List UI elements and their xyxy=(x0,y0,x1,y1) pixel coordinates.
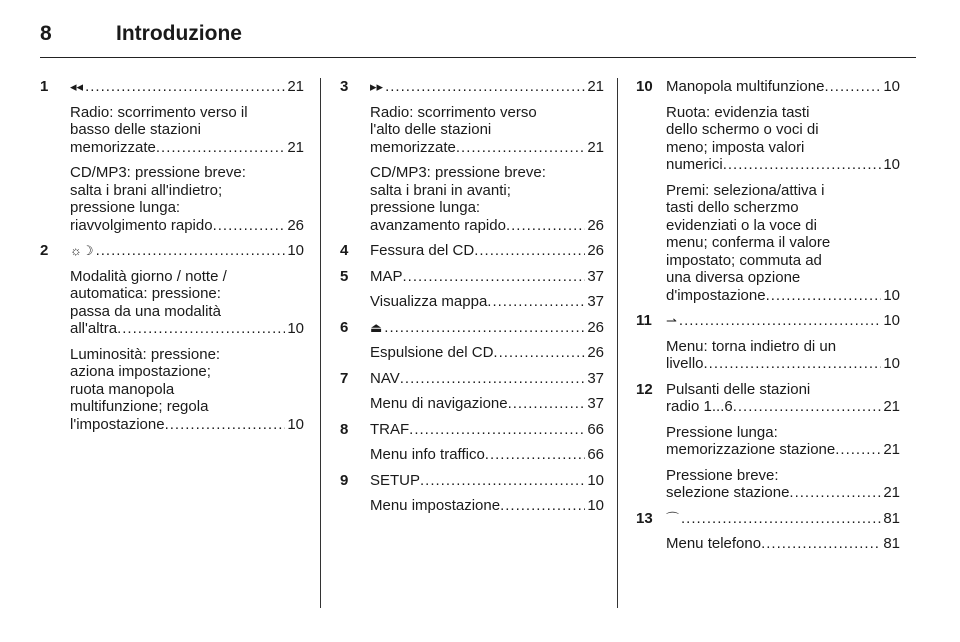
index-line xyxy=(340,268,604,286)
index-line xyxy=(636,484,900,502)
page-title: Introduzione xyxy=(116,22,242,45)
index-line xyxy=(340,446,604,464)
entry-text: tasti dello scherzmo xyxy=(666,199,799,216)
leader-dots xyxy=(704,355,882,373)
index-line xyxy=(340,421,604,439)
spacer xyxy=(40,260,304,268)
entry-number: 10 xyxy=(636,78,653,95)
leader-dots xyxy=(213,217,286,235)
index-label: SETUP xyxy=(370,471,421,489)
index-line xyxy=(636,78,900,96)
leader-dots xyxy=(487,293,585,311)
index-label xyxy=(370,319,384,337)
page-reference: 21 xyxy=(287,78,304,95)
index-entry xyxy=(340,472,604,523)
spacer xyxy=(340,489,604,497)
entry-number: 2 xyxy=(40,242,49,259)
index-line xyxy=(40,320,304,338)
leader-dots xyxy=(485,446,586,464)
entry-text: dello schermo o voci di xyxy=(666,121,819,138)
spacer xyxy=(340,96,604,104)
entry-text: Luminosità: pressione: xyxy=(70,345,221,363)
page-reference: 21 xyxy=(587,78,604,95)
index-label: Menu info traffico xyxy=(370,446,485,463)
page-reference: 37 xyxy=(587,395,604,412)
page-reference: 26 xyxy=(287,216,304,234)
column-1 xyxy=(40,78,304,441)
page-reference: 81 xyxy=(883,509,900,527)
index-line xyxy=(636,312,900,330)
spacer xyxy=(340,387,604,395)
page-reference: 21 xyxy=(883,398,900,415)
leader-dots xyxy=(835,441,881,459)
leader-dots xyxy=(761,535,881,553)
button-symbol-icon: ⇀ xyxy=(666,313,677,328)
entry-text: ruota manopola xyxy=(70,380,175,398)
entry-number: 4 xyxy=(340,242,349,259)
entry-text: l'alto delle stazioni xyxy=(370,121,492,138)
index-line xyxy=(636,510,900,528)
entry-number: 5 xyxy=(340,267,349,285)
index-entry xyxy=(636,78,900,312)
spacer xyxy=(340,311,604,319)
index-entry xyxy=(340,268,604,319)
index-label: radio 1...6 xyxy=(666,398,733,415)
page-reference: 66 xyxy=(587,420,604,438)
entry-text: Radio: scorrimento verso xyxy=(370,103,537,121)
entry-text: automatica: pressione: xyxy=(70,285,221,302)
entry-text: Menu: torna indietro di un xyxy=(666,337,837,355)
index-label xyxy=(666,510,681,528)
page-reference: 37 xyxy=(587,267,604,285)
column-divider xyxy=(320,78,321,608)
entry-text: pressione lunga: xyxy=(70,199,181,216)
page-reference: 10 xyxy=(587,497,604,514)
entry-text: pressione lunga: xyxy=(370,199,481,216)
spacer xyxy=(636,373,900,381)
entry-number: 8 xyxy=(340,420,349,438)
index-line xyxy=(40,139,304,157)
page-reference: 10 xyxy=(883,156,900,173)
index-line xyxy=(340,395,604,413)
spacer xyxy=(340,413,604,421)
page-reference: 10 xyxy=(287,415,304,433)
index-line xyxy=(636,441,900,459)
index-line xyxy=(636,535,900,553)
index-entry xyxy=(636,381,900,510)
index-label: avanzamento rapido xyxy=(370,216,506,234)
leader-dots xyxy=(766,287,882,305)
index-line xyxy=(636,355,900,373)
spacer xyxy=(40,338,304,346)
index-label: riavvolgimento rapido xyxy=(70,216,213,234)
index-line xyxy=(340,139,604,157)
page-reference: 81 xyxy=(883,535,900,552)
entry-text: Radio: scorrimento verso il xyxy=(70,103,248,121)
spacer xyxy=(340,234,604,242)
button-symbol-icon: ⏏ xyxy=(370,319,383,335)
spacer xyxy=(340,515,604,523)
page-header xyxy=(40,18,916,58)
spacer xyxy=(636,330,900,338)
index-line xyxy=(340,344,604,362)
page-reference: 37 xyxy=(587,293,604,310)
page-reference: 26 xyxy=(587,216,604,234)
index-label: NAV xyxy=(370,369,400,387)
entry-text: salta i brani in avanti; xyxy=(370,181,511,199)
entry-text: una diversa opzione xyxy=(666,269,801,286)
page-reference: 10 xyxy=(883,286,900,304)
index-entry xyxy=(40,242,304,441)
index-label: TRAF xyxy=(370,420,410,438)
index-entry xyxy=(40,78,304,242)
leader-dots xyxy=(385,78,585,96)
leader-dots xyxy=(400,370,586,388)
page-reference: 10 xyxy=(287,242,304,259)
index-line xyxy=(40,78,304,96)
index-label: Manopola multifunzione xyxy=(666,78,825,95)
index-label: livello xyxy=(666,355,704,372)
leader-dots xyxy=(165,416,286,434)
entry-text: Ruota: evidenzia tasti xyxy=(666,103,810,121)
spacer xyxy=(636,96,900,104)
entry-text: meno; imposta valori xyxy=(666,138,805,156)
spacer xyxy=(40,156,304,164)
leader-dots xyxy=(409,421,585,439)
leader-dots xyxy=(156,139,285,157)
leader-dots xyxy=(420,472,585,490)
leader-dots xyxy=(474,242,585,260)
index-label: l'impostazione xyxy=(70,415,165,433)
index-line xyxy=(40,416,304,434)
spacer xyxy=(636,527,900,535)
index-entry xyxy=(340,421,604,472)
index-label xyxy=(70,242,96,260)
page-reference: 10 xyxy=(883,312,900,329)
index-line xyxy=(340,370,604,388)
index-label: memorizzate xyxy=(370,138,456,156)
index-label: memorizzazione stazione xyxy=(666,441,836,458)
entry-number: 3 xyxy=(340,78,349,95)
button-symbol-icon: ▸▸ xyxy=(370,79,384,94)
leader-dots xyxy=(500,497,585,515)
column-3 xyxy=(636,78,900,561)
index-entry xyxy=(340,319,604,370)
entry-text: Pressione breve: xyxy=(666,466,779,484)
index-entry xyxy=(636,312,900,381)
spacer xyxy=(40,96,304,104)
index-entry xyxy=(340,78,604,242)
index-label: Menu impostazione xyxy=(370,497,501,514)
index-label xyxy=(370,78,385,96)
entry-number: 9 xyxy=(340,471,349,489)
index-line xyxy=(40,217,304,235)
index-line xyxy=(340,319,604,337)
spacer xyxy=(340,260,604,268)
leader-dots xyxy=(85,78,285,96)
page-reference: 21 xyxy=(883,484,900,501)
entry-number: 11 xyxy=(636,312,652,329)
index-line xyxy=(340,497,604,515)
entry-number: 13 xyxy=(636,509,653,527)
index-entry xyxy=(340,242,604,268)
page-number: 8 xyxy=(40,22,52,45)
page-reference: 21 xyxy=(287,138,304,156)
entry-text: menu; conferma il valore xyxy=(666,234,831,251)
spacer xyxy=(340,285,604,293)
index-label: Fessura del CD xyxy=(370,242,475,259)
entry-text: Pulsanti delle stazioni xyxy=(666,380,811,398)
index-line xyxy=(340,217,604,235)
entry-text: CD/MP3: pressione breve: xyxy=(70,164,246,181)
entry-number: 1 xyxy=(40,78,49,95)
entry-text: evidenziati o la voce di xyxy=(666,216,817,234)
spacer xyxy=(636,174,900,182)
leader-dots xyxy=(493,344,585,362)
entry-text: multifunzione; regola xyxy=(70,398,209,415)
page-reference: 26 xyxy=(587,242,604,259)
leader-dots xyxy=(96,242,286,260)
index-label: selezione stazione xyxy=(666,484,790,501)
entry-number: 7 xyxy=(340,369,349,387)
leader-dots xyxy=(117,320,285,338)
entry-text: Pressione lunga: xyxy=(666,423,778,441)
index-label: memorizzate xyxy=(70,138,156,156)
index-label: numerici xyxy=(666,156,723,173)
page-reference: 10 xyxy=(883,78,900,95)
button-symbol-icon: ◂◂ xyxy=(70,79,84,94)
index-label: Menu di navigazione xyxy=(370,395,508,412)
leader-dots xyxy=(384,319,585,337)
spacer xyxy=(340,336,604,344)
entry-number: 6 xyxy=(340,318,349,336)
entry-text: CD/MP3: pressione breve: xyxy=(370,164,546,181)
spacer xyxy=(340,438,604,446)
entry-text: impostato; commuta ad xyxy=(666,251,822,269)
leader-dots xyxy=(679,312,881,330)
page-reference: 10 xyxy=(287,320,304,337)
index-entry xyxy=(340,370,604,421)
spacer xyxy=(340,464,604,472)
spacer xyxy=(40,433,304,441)
index-label: Visualizza mappa xyxy=(370,293,488,310)
index-label: all'altra xyxy=(70,320,118,337)
entry-text: passa da una modalità xyxy=(70,302,221,320)
spacer xyxy=(340,362,604,370)
entry-text: aziona impostazione; xyxy=(70,363,211,380)
entry-number: 12 xyxy=(636,380,653,398)
spacer xyxy=(636,459,900,467)
page-reference: 10 xyxy=(883,355,900,372)
leader-dots xyxy=(681,510,881,528)
column-divider xyxy=(617,78,618,608)
index-label xyxy=(666,312,679,330)
button-symbol-icon: ☼☽ xyxy=(70,243,94,258)
button-symbol-icon: ⌒ xyxy=(666,510,680,526)
page-reference: 26 xyxy=(587,344,604,361)
column-2 xyxy=(340,78,604,523)
index-line xyxy=(636,398,900,416)
index-line xyxy=(340,78,604,96)
index-label: Espulsione del CD xyxy=(370,344,494,361)
leader-dots xyxy=(733,398,882,416)
entry-text: basso delle stazioni xyxy=(70,121,201,138)
leader-dots xyxy=(403,268,586,286)
index-line xyxy=(636,287,900,305)
index-label xyxy=(70,78,85,96)
spacer xyxy=(340,156,604,164)
page-reference: 10 xyxy=(587,471,604,489)
page-reference: 66 xyxy=(587,446,604,463)
index-label: d'impostazione xyxy=(666,286,766,304)
page-reference: 21 xyxy=(587,138,604,156)
index-entry xyxy=(636,510,900,561)
leader-dots xyxy=(506,217,585,235)
page-reference: 37 xyxy=(587,369,604,387)
spacer xyxy=(636,304,900,312)
leader-dots xyxy=(824,78,881,96)
page-reference: 26 xyxy=(587,318,604,336)
page-reference: 21 xyxy=(883,441,900,458)
spacer xyxy=(636,416,900,424)
index-label: MAP xyxy=(370,267,403,285)
leader-dots xyxy=(789,484,881,502)
leader-dots xyxy=(508,395,586,413)
leader-dots xyxy=(456,139,585,157)
index-line xyxy=(340,242,604,260)
index-line xyxy=(340,472,604,490)
entry-text: Modalità giorno / notte / xyxy=(70,267,227,285)
spacer xyxy=(40,234,304,242)
index-line xyxy=(340,293,604,311)
entry-text: salta i brani all'indietro; xyxy=(70,181,223,199)
leader-dots xyxy=(723,156,882,174)
index-label: Menu telefono xyxy=(666,535,762,552)
entry-text: Premi: seleziona/attiva i xyxy=(666,181,825,199)
spacer xyxy=(636,553,900,561)
index-line xyxy=(636,156,900,174)
spacer xyxy=(636,502,900,510)
index-line xyxy=(40,242,304,260)
